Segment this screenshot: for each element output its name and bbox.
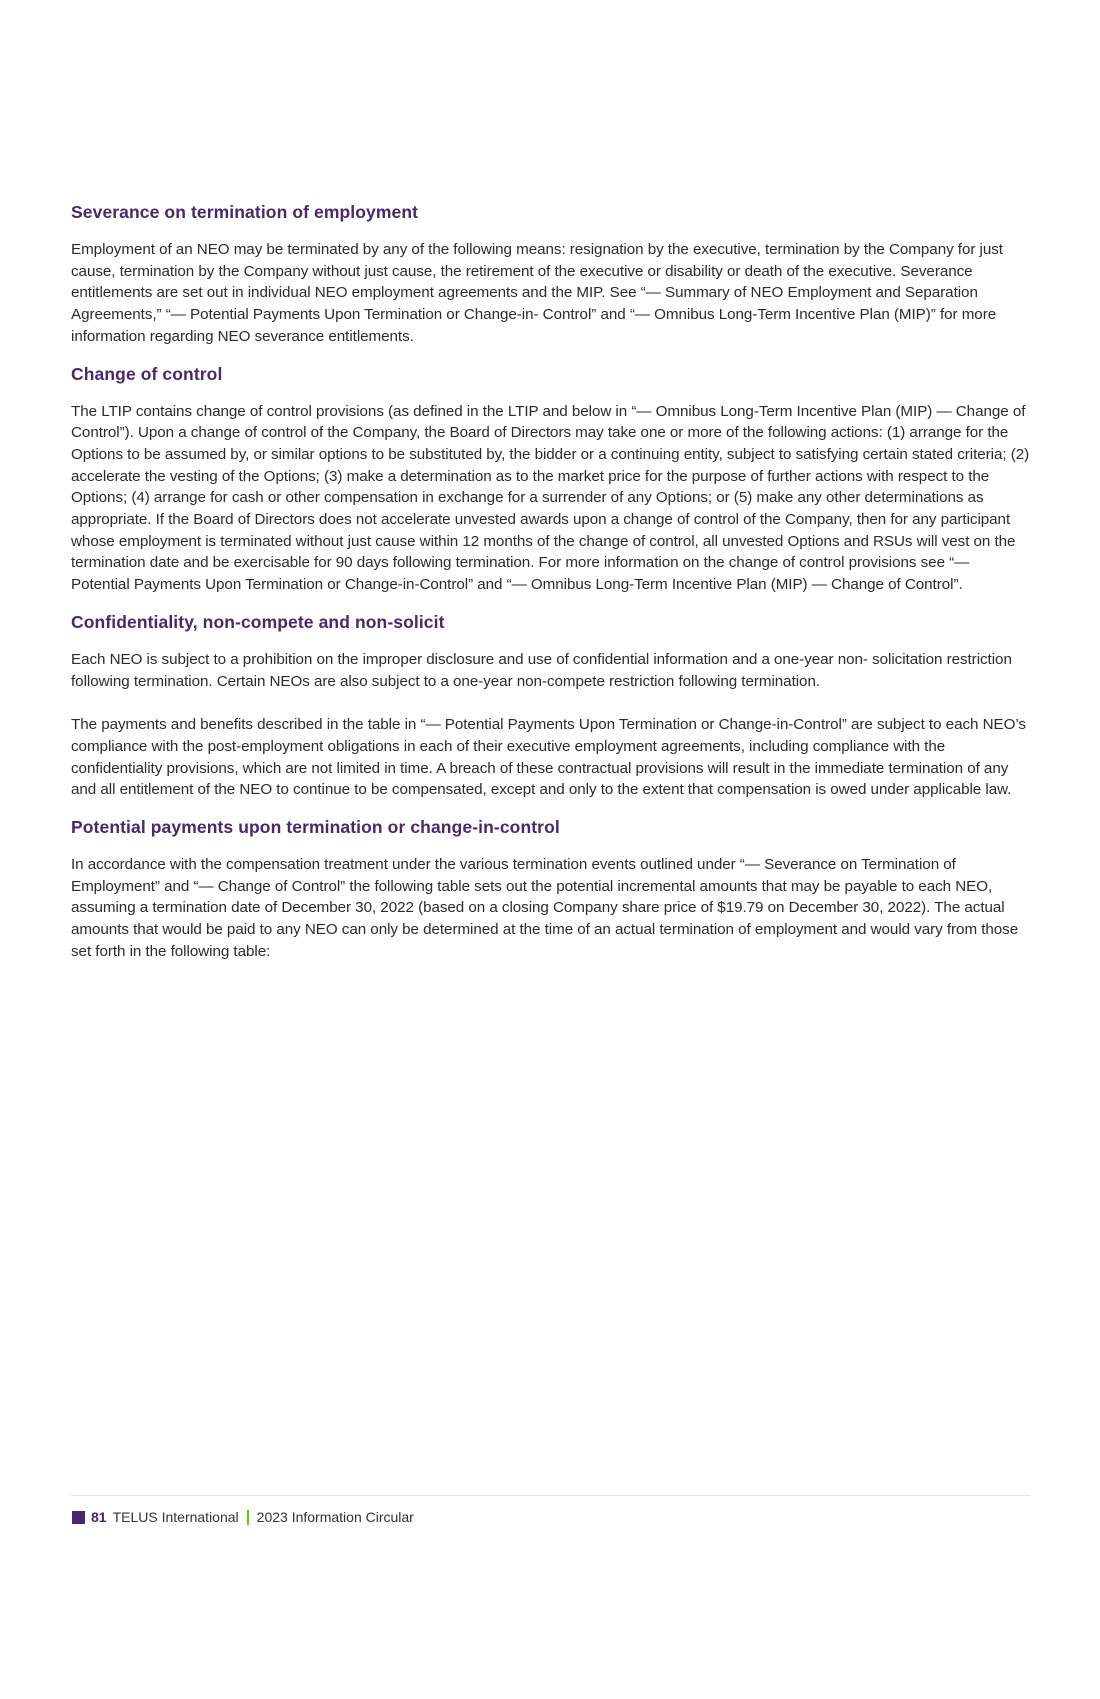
footer-divider xyxy=(71,1495,1030,1496)
heading-severance: Severance on termination of employment xyxy=(71,202,419,222)
footer-company: TELUS International xyxy=(112,1509,239,1525)
heading-potential-payments: Potential payments upon termination or change-in-control xyxy=(71,817,560,838)
page-footer xyxy=(72,1508,414,1526)
paragraph-severance: Employment of an NEO may be terminated by any of the following means: resignation by the executive, termination by the Company for just cause, termination by the Company without just cause, the retirement of the executive or disability or death of the executive. Severance entitlements are set out in individual NEO employment agreements and the MIP. See “— Summary of NEO Employment and Separation Agreements,” “— Potential Payments Upon Termination or Change-in- Control” and “— Omnibus Long-Term Incentive Plan (MIP)” for more information regarding NEO severance entitlements. xyxy=(71,241,1003,345)
paragraph-confidentiality: Each NEO is subject to a prohibition on the improper disclosure and use of confidential information and a one-year non- solicitation restriction following termination. Certain NEOs are also subject to a one-year non-compete restriction following termination. xyxy=(71,650,1012,690)
page-number: 81 xyxy=(91,1509,107,1525)
page-content xyxy=(71,200,1031,977)
heading-confidentiality: Confidentiality, non-compete and non-solicit xyxy=(71,611,445,632)
paragraph-potential-payments: In accordance with the compensation treatment under the various termination events outlined under “— Severance on Termination of Employment” and “— Change of Control” the following table sets out the potential incremental amounts that may be payable to each NEO, assuming a termination date of December 30, 2022 (based on a closing Company share price of $19.79 on December 30, 2022). The actual amounts that would be paid to any NEO can only be determined at the time of an actual termination of employment and would vary from those set forth in the following table: xyxy=(71,856,1019,960)
footer-document-title: 2023 Information Circular xyxy=(256,1509,414,1525)
paragraph-post-employment-obligations: The payments and benefits described in the table in “— Potential Payments Upon Termination or Change-in-Control” are subject to each NEO’s compliance with the post-employment obligations in each of their executive employment agreements, including compliance with the confidentiality provisions, which are not limited in time. A breach of these contractual provisions will result in the immediate termination of any and all entitlement of the NEO to continue to be compensated, except and only to the extent that compensation is owed under applicable law. xyxy=(71,716,1026,799)
heading-change-of-control: Change of control xyxy=(71,363,223,384)
footer-separator xyxy=(247,1510,249,1525)
footer-square-icon xyxy=(72,1511,85,1524)
paragraph-change-of-control: The LTIP contains change of control provisions (as defined in the LTIP and below in “— Omnibus Long-Term Incentive Plan (MIP) — Change of Control”). Upon a change of control of the Company, the Board of Directors may take one or more of the following actions: (1) arrange for the Options to be assumed by, or similar options to be substituted by, the bidder or a continuing entity, subject to satisfying certain stated criteria; (2) accelerate the vesting of the Options; (3) make a determination as to the market price for the purpose of further actions with respect to the Options; (4) arrange for cash or other compensation in exchange for a surrender of any Options; or (5) make any other determinations as appropriate. If the Board of Directors does not accelerate unvested awards upon a change of control of the Company, then for any participant whose employment is terminated without just cause within 12 months of the change of control, all unvested Options and RSUs will vest on the termination date and be exercisable for 90 days following termination. For more information on the change of control provisions see “— Potential Payments Upon Termination or Change-in-Control” and “— Omnibus Long-Term Incentive Plan (MIP) — Change of Control”. xyxy=(71,402,1030,594)
